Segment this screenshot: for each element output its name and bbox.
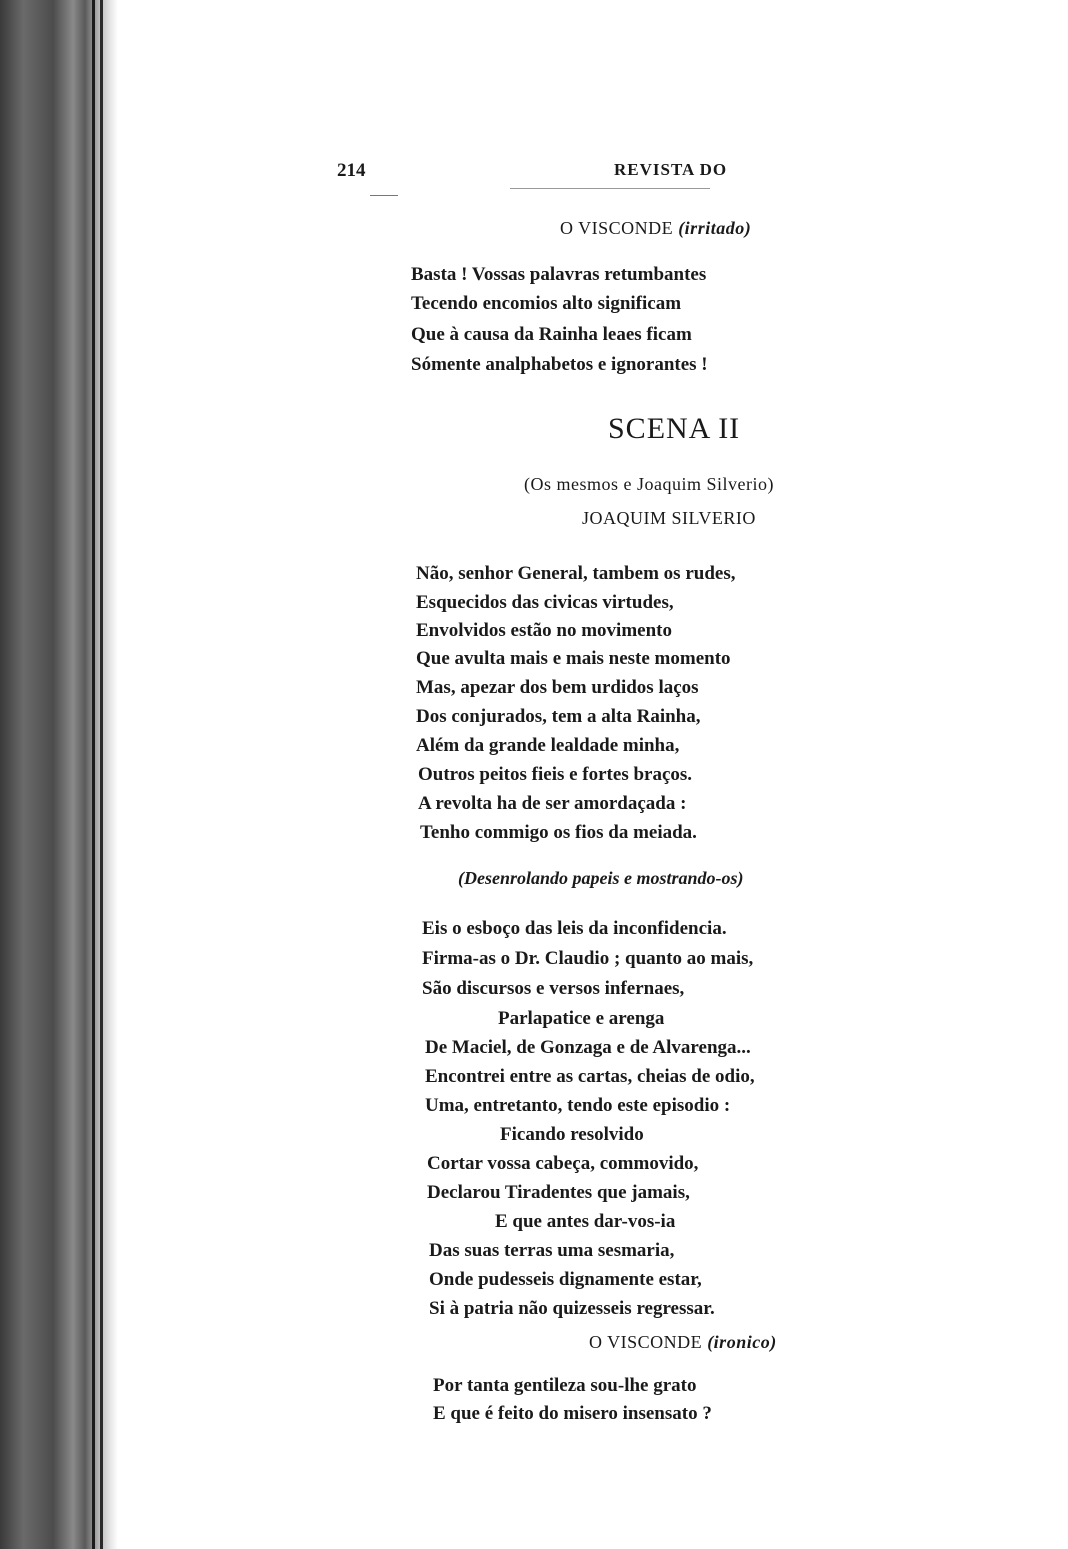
speaker-heading: O VISCONDE (ironico) <box>589 1332 777 1352</box>
verse-line-indented: E que antes dar-vos-ia <box>495 1211 676 1232</box>
speaker-heading: JOAQUIM SILVERIO <box>582 508 756 528</box>
running-title: REVISTA DO <box>614 160 728 179</box>
verse-line: Basta ! Vossas palavras retumbantes <box>411 264 707 285</box>
verse-line: Mas, apezar dos bem urdidos laços <box>416 677 699 698</box>
verse-line: Além da grande lealdade minha, <box>416 735 680 756</box>
verse-line: Que avulta mais e mais neste momento <box>416 648 731 669</box>
verse-line: Firma-as o Dr. Claudio ; quanto ao mais, <box>422 948 754 969</box>
verse-line: A revolta ha de ser amordaçada : <box>418 793 687 814</box>
verse-line: Tenho commigo os fios da meiada. <box>420 822 697 843</box>
verse-line: Sómente analphabetos e ignorantes ! <box>411 354 708 375</box>
verse-line: De Maciel, de Gonzaga e de Alvarenga... <box>425 1037 751 1058</box>
verse-line: Si à patria não quizesseis regressar. <box>429 1298 715 1319</box>
verse-line: Cortar vossa cabeça, commovido, <box>427 1153 699 1174</box>
verse-line: E que é feito do misero insensato ? <box>433 1403 712 1424</box>
verse-line: Não, senhor General, tambem os rudes, <box>416 563 736 584</box>
verse-line: Envolvidos estão no movimento <box>416 620 672 641</box>
verse-line: Dos conjurados, tem a alta Rainha, <box>416 706 701 727</box>
stage-direction: (Os mesmos e Joaquim Silverio) <box>524 474 774 494</box>
verse-line: Onde pudesseis dignamente estar, <box>429 1269 702 1290</box>
verse-line: Por tanta gentileza sou-lhe grato <box>433 1375 697 1396</box>
scene-title: SCENA II <box>608 412 741 445</box>
verse-line: Das suas terras uma sesmaria, <box>429 1240 675 1261</box>
header-rule <box>370 195 398 196</box>
verse-line: Outros peitos fieis e fortes braços. <box>418 764 693 785</box>
verse-line: Uma, entretanto, tendo este episodio : <box>425 1095 731 1116</box>
verse-line: Esquecidos das civicas virtudes, <box>416 592 674 613</box>
verse-line: São discursos e versos infernaes, <box>422 978 685 999</box>
header-rule <box>510 188 710 189</box>
verse-line: Tecendo encomios alto significam <box>411 293 682 314</box>
speaker-heading: O VISCONDE (irritado) <box>560 218 752 238</box>
verse-line: Eis o esboço das leis da inconfidencia. <box>422 918 727 939</box>
stage-direction: (Desenrolando papeis e mostrando-os) <box>458 868 744 888</box>
verse-line-indented: Parlapatice e arenga <box>498 1008 665 1029</box>
page-number: 214 <box>337 160 366 181</box>
verse-line: Que à causa da Rainha leaes ficam <box>411 324 692 345</box>
verse-line: Declarou Tiradentes que jamais, <box>427 1182 690 1203</box>
verse-line: Encontrei entre as cartas, cheias de odio, <box>425 1066 755 1087</box>
verse-line-indented: Ficando resolvido <box>500 1124 644 1145</box>
